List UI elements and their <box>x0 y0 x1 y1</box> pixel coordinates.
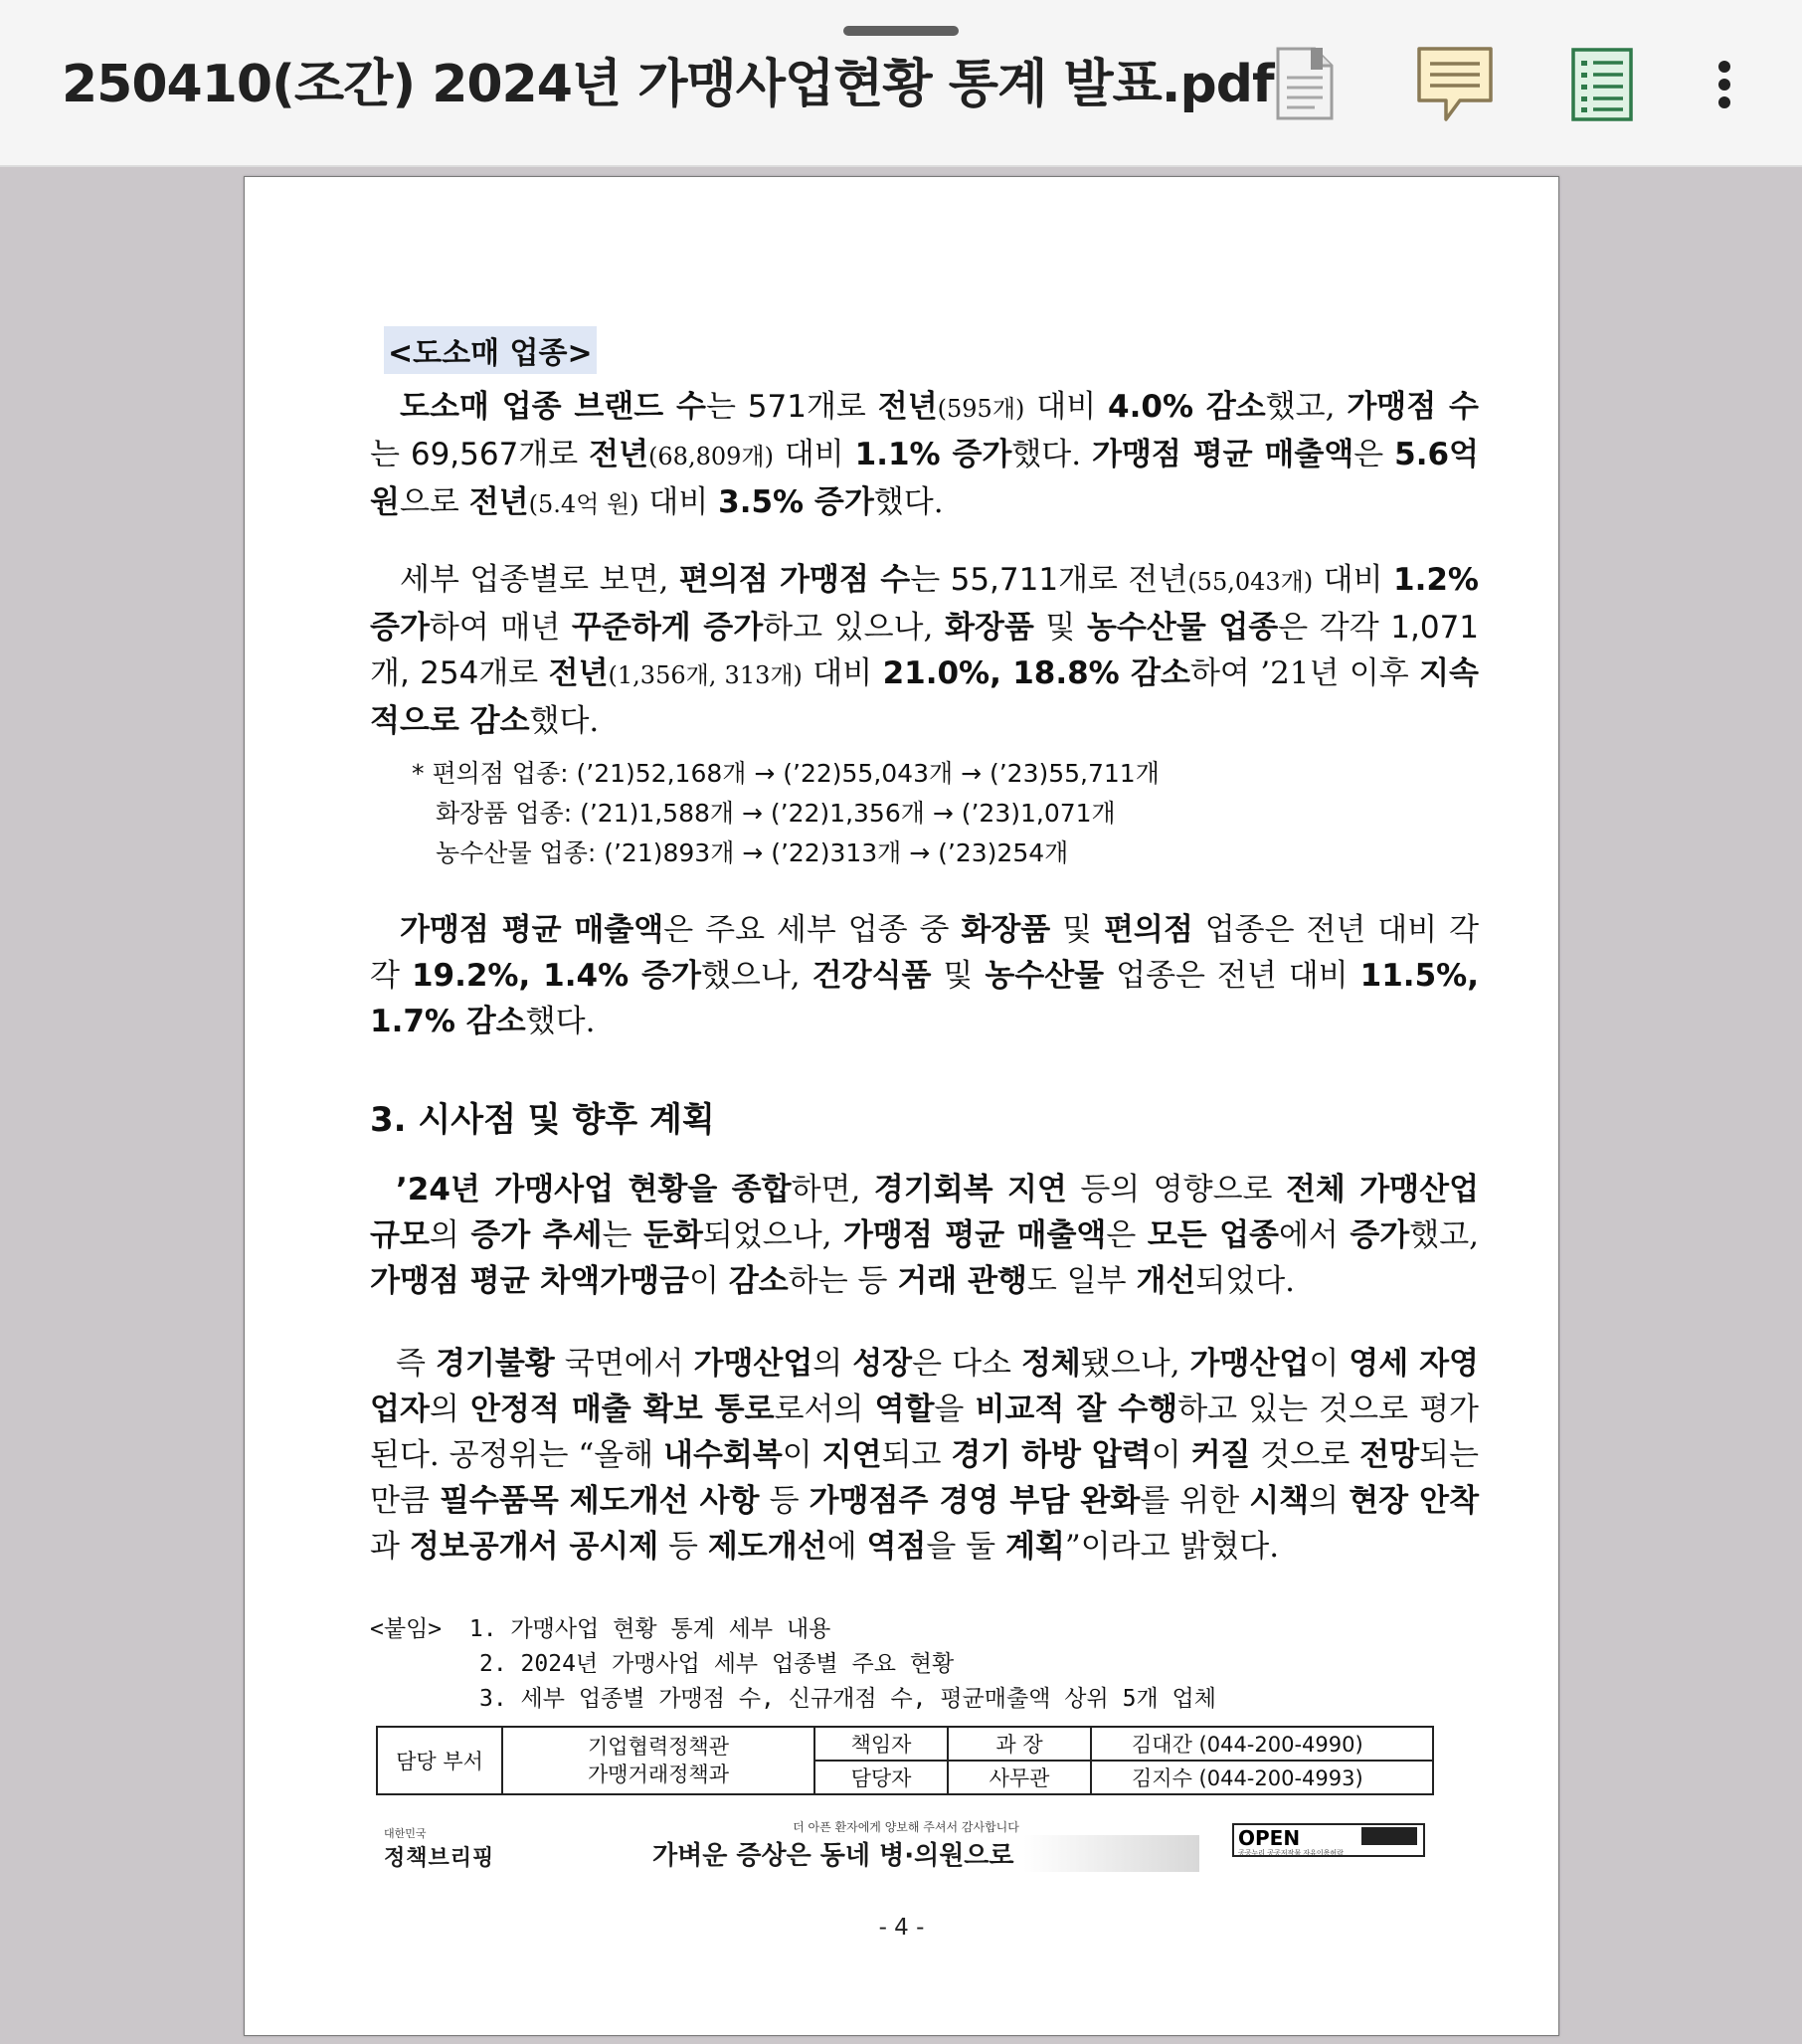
dept-line1: 기업협력정책관 <box>587 1735 729 1759</box>
emphasis-text: 도소매 업종 브랜드 수 <box>400 389 706 425</box>
paragraph-text: 571개 <box>747 389 836 425</box>
paragraph-text: 즉 <box>396 1346 436 1382</box>
outline-list-icon[interactable] <box>1571 48 1633 125</box>
emphasis-text: 21.0%, 18.8% 감소 <box>882 655 1190 691</box>
paragraph-2 <box>370 557 1479 744</box>
paragraph-3 <box>370 907 1479 1044</box>
emphasis-text: 모든 업종 <box>1147 1217 1279 1253</box>
paragraph-text: 과 <box>370 1529 410 1565</box>
emphasis-text: 둔화 <box>642 1217 703 1253</box>
role-contact: 담당자 <box>814 1761 948 1794</box>
paragraph-text: 로 <box>548 437 590 472</box>
emphasis-text: 역할 <box>874 1392 935 1427</box>
emphasis-text: 편의점 가맹점 수 <box>678 562 911 598</box>
attachments-label: <붙임> <box>370 1616 443 1642</box>
paragraph-text: 등의 영향으로 <box>1066 1172 1286 1208</box>
paragraph-text: 을 둘 <box>926 1529 1005 1565</box>
contact-table <box>376 1726 1434 1795</box>
emphasis-text: 화장품 <box>944 610 1034 646</box>
paragraph-text: 등 <box>658 1529 708 1565</box>
section-heading: <도소매 업종> <box>384 326 597 374</box>
emphasis-text: 내수회복 <box>663 1437 783 1473</box>
paragraph-1 <box>370 384 1479 527</box>
dept-name <box>502 1727 814 1794</box>
paragraph-text: 대비 <box>773 437 855 472</box>
emphasis-text: 전년 <box>548 655 609 691</box>
paragraph-text: 을 <box>934 1392 976 1427</box>
emphasis-text: 경기 하방 압력 <box>951 1437 1152 1473</box>
person-director: 김대간 (044-200-4990) <box>1091 1727 1433 1761</box>
section-3-heading: 3. 시사점 및 향후 계획 <box>370 1100 715 1140</box>
paragraph-text: 에 <box>826 1529 867 1565</box>
emphasis-text: 정보공개서 공시제 <box>409 1529 659 1565</box>
emphasis-text: 개선 <box>1136 1263 1196 1299</box>
attachments <box>370 1612 1216 1717</box>
drag-handle[interactable] <box>843 26 959 36</box>
paragraph-text: 은 다소 <box>912 1346 1021 1382</box>
paragraph-text: 1,071개, 254개 <box>370 610 1480 691</box>
paragraph-text: 하여 매년 <box>429 610 572 646</box>
emphasis-text: 전망 <box>1359 1437 1420 1473</box>
emphasis-text: 안정적 매출 확보 통로 <box>469 1392 775 1427</box>
paragraph-text: 69,567개 <box>410 437 549 472</box>
paragraph-text: 55,711개 <box>950 562 1089 598</box>
paragraph-text: 는 <box>910 562 951 598</box>
emphasis-text: 1.1% 증가 <box>854 437 1012 472</box>
emphasis-text: 11.5%, 1.7% 감소 <box>370 958 1479 1039</box>
emphasis-text: 증가 <box>1350 1217 1410 1253</box>
paragraph-text: 의 <box>429 1217 471 1253</box>
banner-main-text: 가벼운 증상은 동네 병·의원으로 <box>613 1835 1199 1872</box>
emphasis-text: 가맹점 평균 매출액 <box>400 912 664 948</box>
paragraph-text: 대비 <box>1024 389 1109 425</box>
paragraph-text: 로 전년 <box>1088 562 1188 598</box>
logo-small-text: 대한민국 <box>384 1827 427 1840</box>
banner-small-text: 더 아픈 환자에게 양보해 주셔서 감사합니다 <box>793 1820 1019 1834</box>
paragraph-text: 대비 <box>802 655 883 691</box>
emphasis-text: 5.6억 원 <box>370 437 1479 520</box>
paragraph-text: 의 <box>812 1346 853 1382</box>
paragraph-text: 대비 <box>638 484 719 520</box>
paragraph-4 <box>370 1167 1479 1304</box>
paragraph-text: (595개) <box>937 395 1025 423</box>
emphasis-text: 화장품 <box>961 912 1051 948</box>
paragraph-text: 하면, <box>791 1172 874 1208</box>
note-cosmetics: 화장품 업종: (’21)1,588개 → (’22)1,356개 → (’23)1,071개 <box>436 799 1116 828</box>
paragraph-text: 하고 있으나, <box>763 610 945 646</box>
paragraph-text: ”이라고 밝혔다. <box>1064 1529 1280 1565</box>
emphasis-text: 전년 <box>468 484 529 520</box>
paragraph-text: (68,809개) <box>648 443 774 470</box>
emphasis-text: 시책 <box>1249 1483 1310 1519</box>
open-license-badge <box>1232 1823 1425 1857</box>
emphasis-text: 가맹점 수 <box>1347 389 1479 425</box>
document-title: 250410(조간) 2024년 가맹사업현황 통계 발표.pdf <box>62 55 1274 114</box>
emphasis-text: 지속적으로 감소 <box>370 655 1479 739</box>
attachment-item: 2. 2024년 가맹사업 세부 업종별 주요 현황 <box>479 1651 955 1677</box>
paragraph-text: 및 <box>931 958 986 994</box>
pdf-page[interactable] <box>244 176 1559 2036</box>
paragraph-text: 국면에서 <box>554 1346 694 1382</box>
emphasis-text: 가맹점 평균 차액가맹금 <box>370 1263 690 1299</box>
emphasis-text: 1.2% 증가 <box>370 562 1479 646</box>
paragraph-text: 이 <box>1309 1346 1350 1382</box>
paragraph-text: 이 <box>1151 1437 1191 1473</box>
emphasis-text: 19.2%, 1.4% 증가 <box>411 958 701 994</box>
emphasis-text: 현장 안착 <box>1349 1483 1480 1519</box>
paragraph-text: 은 <box>1353 437 1395 472</box>
emphasis-text: 3.5% 증가 <box>718 484 874 520</box>
paragraph-5 <box>370 1341 1479 1570</box>
paragraph-text: 했다. <box>525 1004 596 1039</box>
emphasis-text: 경기회복 지연 <box>873 1172 1067 1208</box>
emphasis-text: 필수품목 제도개선 사항 <box>439 1483 760 1519</box>
paragraph-text: 세부 업종별로 보면, <box>400 562 679 598</box>
note-agriculture: 농수산물 업종: (’21)893개 → (’22)313개 → (’23)254개 <box>436 838 1069 867</box>
license-mark-icon <box>1361 1827 1417 1845</box>
paragraph-text: (55,043개) <box>1187 568 1314 596</box>
emphasis-text: 전년 <box>877 389 938 425</box>
emphasis-text: 편의점 <box>1103 912 1193 948</box>
paragraph-text: 으로 <box>399 484 469 520</box>
paragraph-text: 되었다. <box>1195 1263 1296 1299</box>
paragraph-text: 로 <box>835 389 878 425</box>
paragraph-text: 했고, <box>1409 1217 1480 1253</box>
emphasis-text: 성장 <box>852 1346 913 1382</box>
campaign-banner <box>613 1818 1199 1871</box>
dept-line2: 가맹거래정책과 <box>587 1763 729 1786</box>
title-director: 과 장 <box>948 1727 1091 1761</box>
paragraph-text: 은 주요 세부 업종 중 <box>663 912 962 948</box>
paragraph-text: 로 <box>508 655 549 691</box>
emphasis-text: 전체 가맹산업 규모 <box>370 1172 1480 1253</box>
paragraph-text: 하고 있는 것으로 평가된다. 공정위는 “올해 <box>370 1392 1479 1473</box>
paragraph-text: 했다. <box>873 484 944 520</box>
emphasis-text: 감소 <box>728 1263 789 1299</box>
emphasis-text: 가맹점 평균 매출액 <box>842 1217 1107 1253</box>
emphasis-text: 정체 <box>1020 1346 1081 1382</box>
paragraph-text: 의 <box>429 1392 470 1427</box>
paragraph-text: 했고, <box>1265 389 1348 425</box>
emphasis-text: 4.0% 감소 <box>1108 389 1266 425</box>
emphasis-text: 전년 <box>589 437 649 472</box>
more-vert-icon[interactable] <box>1712 60 1736 113</box>
emphasis-text: 거래 관행 <box>897 1263 1027 1299</box>
paragraph-text: 은 <box>1106 1217 1148 1253</box>
emphasis-text: 건강식품 <box>811 958 932 994</box>
emphasis-text: 비교적 잘 수행 <box>975 1392 1178 1427</box>
open-sub-text: 공공누리 공공저작물 자유이용허락 <box>1238 1849 1344 1857</box>
emphasis-text: 가맹점주 경영 부담 완화 <box>809 1483 1141 1519</box>
paragraph-text: 는 <box>370 437 411 472</box>
dept-label: 담당 부서 <box>377 1727 502 1794</box>
person-officer: 김지수 (044-200-4993) <box>1091 1761 1433 1794</box>
emphasis-text: 제도개선 <box>707 1529 827 1565</box>
emphasis-text: 가맹산업 <box>693 1346 813 1382</box>
paragraph-text: 이 <box>689 1263 729 1299</box>
paragraph-text: 했다. <box>529 703 600 739</box>
paragraph-text: 도 일부 <box>1026 1263 1137 1299</box>
attachment-item: 1. 가맹사업 현황 통계 세부 내용 <box>468 1616 831 1642</box>
title-officer: 사무관 <box>948 1761 1091 1794</box>
emphasis-text: ’24년 가맹사업 현황을 종합 <box>396 1172 792 1208</box>
role-responsible: 책임자 <box>814 1727 948 1761</box>
paragraph-text: 것으로 <box>1250 1437 1360 1473</box>
emphasis-text: 역점 <box>866 1529 927 1565</box>
paragraph-text: 를 위한 <box>1140 1483 1250 1519</box>
policy-briefing-logo <box>384 1825 494 1872</box>
paragraph-text: 및 <box>1050 912 1104 948</box>
emphasis-text: 증가 추세 <box>470 1217 603 1253</box>
emphasis-text: 경기불황 <box>435 1346 555 1382</box>
paragraph-text: 로서의 <box>774 1392 875 1427</box>
paragraph-text: 업종은 전년 대비 각각 <box>370 912 1480 994</box>
open-label: OPEN <box>1238 1826 1301 1850</box>
paragraph-text: 대비 <box>1313 562 1393 598</box>
emphasis-text: 영세 자영업자 <box>370 1346 1479 1427</box>
paragraph-text: (1,356개, 313개) <box>608 661 803 689</box>
paragraph-text: 이 <box>782 1437 822 1473</box>
paragraph-text: 은 각각 <box>1278 610 1391 646</box>
emphasis-text: 가맹산업 <box>1189 1346 1310 1382</box>
paragraph-text: 는 <box>602 1217 643 1253</box>
logo-text: 정책브리핑 <box>384 1846 495 1871</box>
app-toolbar <box>0 0 1802 167</box>
note-convenience: * 편의점 업종: (’21)52,168개 → (’22)55,043개 → (’23)55,711개 <box>412 759 1160 788</box>
emphasis-text: 가맹점 평균 매출액 <box>1092 437 1354 472</box>
paragraph-text: 되었으나, <box>702 1217 843 1253</box>
emphasis-text: 농수산물 업종 <box>1086 610 1279 646</box>
paragraph-text: 했다. <box>1011 437 1093 472</box>
paragraph-text: 및 <box>1033 610 1087 646</box>
paragraph-text: 되는 만큼 <box>370 1437 1479 1519</box>
paragraph-text: 업종은 전년 대비 <box>1104 958 1360 994</box>
paragraph-text: 됐으나, <box>1080 1346 1190 1382</box>
paragraph-text: 하여 ’21년 이후 <box>1189 655 1420 691</box>
paragraph-text: 의 <box>1309 1483 1350 1519</box>
paragraph-text: 하는 등 <box>788 1263 898 1299</box>
page-number: - 4 - <box>878 1915 925 1941</box>
paragraph-text: (5.4억 원) <box>528 490 639 518</box>
paragraph-text: 되고 <box>881 1437 952 1473</box>
emphasis-text: 농수산물 <box>985 958 1105 994</box>
paragraph-text: 등 <box>759 1483 810 1519</box>
comment-icon[interactable] <box>1416 46 1494 127</box>
attachment-item: 3. 세부 업종별 가맹점 수, 신규개점 수, 평균매출액 상위 5개 업체 <box>479 1686 1216 1712</box>
emphasis-text: 꾸준하게 증가 <box>571 610 764 646</box>
document-icon[interactable] <box>1275 46 1335 125</box>
emphasis-text: 지연 <box>821 1437 882 1473</box>
paragraph-text: 했으나, <box>700 958 812 994</box>
paragraph-text: 는 <box>705 389 748 425</box>
emphasis-text: 커질 <box>1190 1437 1251 1473</box>
paragraph-text: 에서 <box>1278 1217 1351 1253</box>
emphasis-text: 계획 <box>1004 1529 1065 1565</box>
